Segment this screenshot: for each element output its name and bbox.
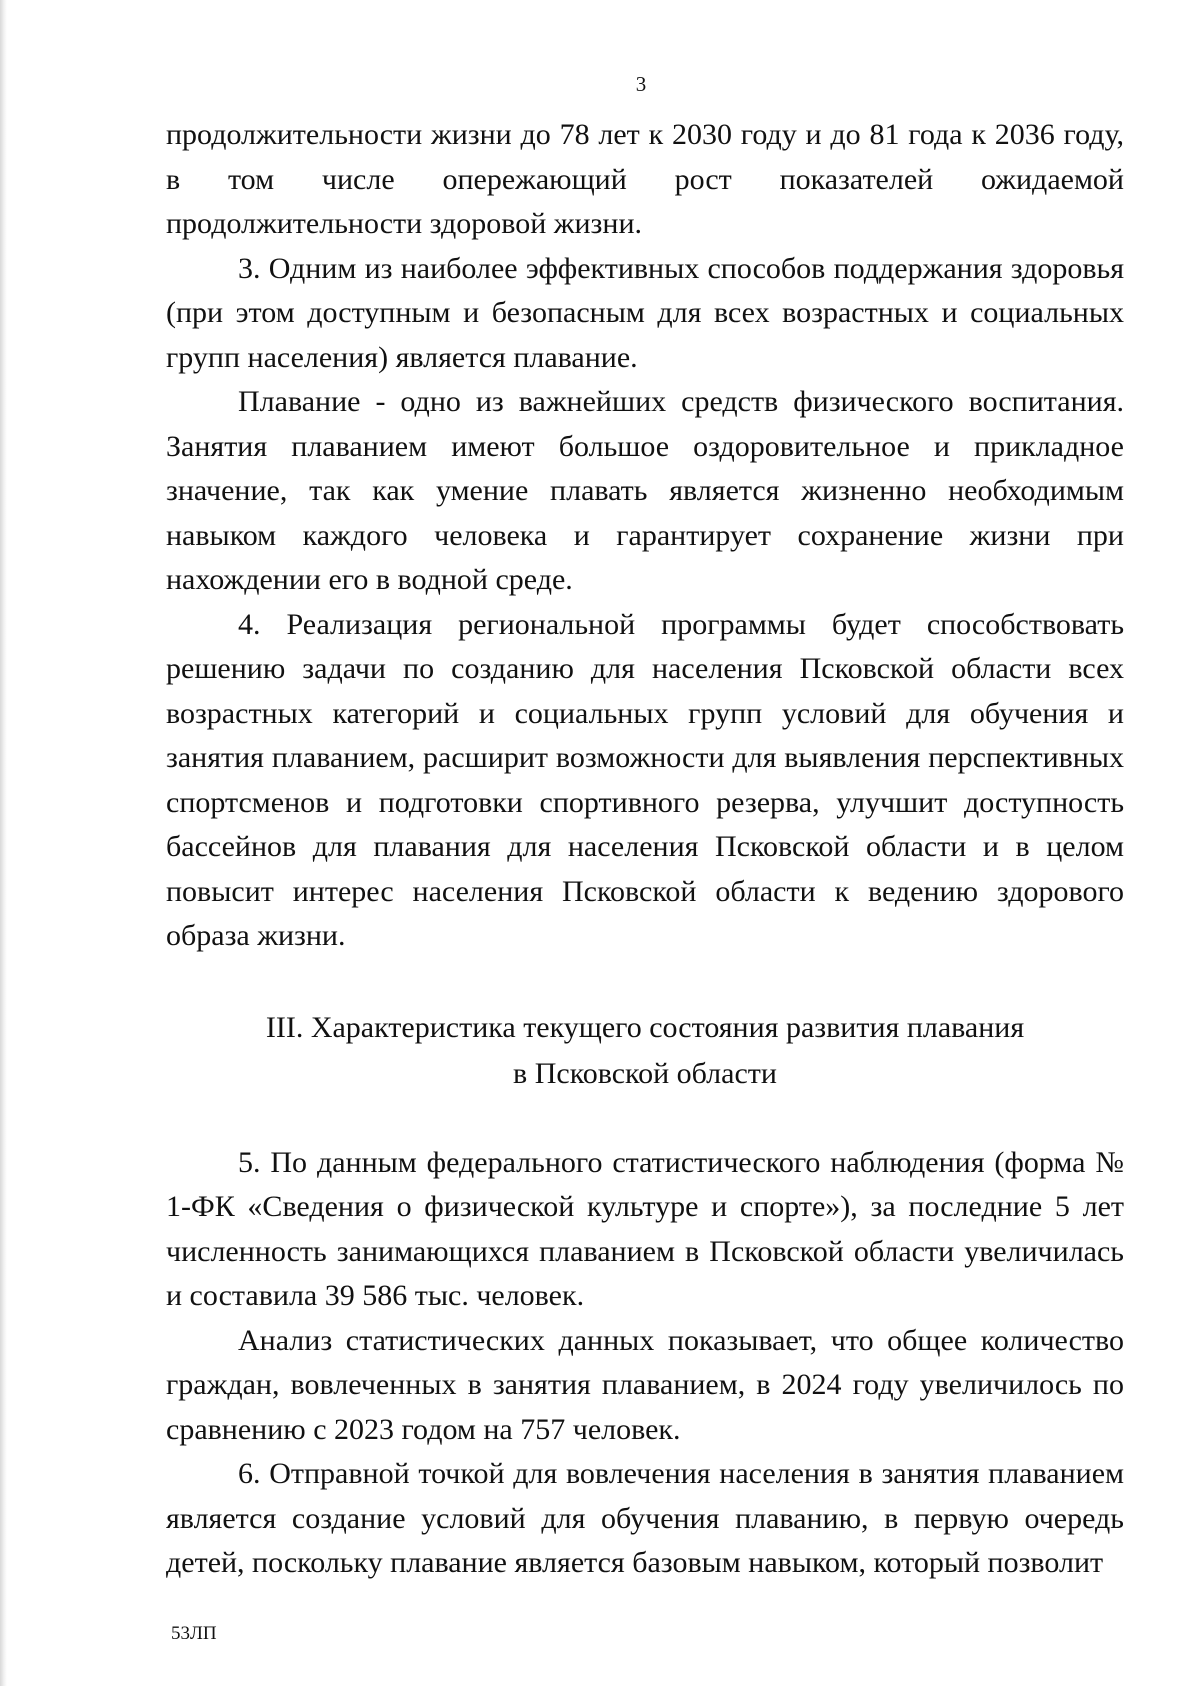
paragraph-5: 5. По данным федерального статистического наблюдения (форма № 1-ФК «Сведения о физической культуре и спорте»), за последние 5 лет численность занимающихся плаванием в Псковской области увеличилась и составила 39 586 тыс. человек. [166, 1145, 1124, 1312]
section-heading-line-2: в Псковской области [513, 1056, 777, 1090]
scan-edge [0, 0, 7, 1686]
paragraph-7: 6. Отправной точкой для вовлечения населения в занятия плаванием является создание условий для обучения плаванию, в первую очередь детей, поскольку плавание является базовым навыком, который позволит [166, 1457, 1124, 1579]
paragraph-1: продолжительности жизни до 78 лет к 2030 году и до 81 года к 2036 году, в том числе опережающий рост показателей ожидаемой продолжительности здоровой жизни. [166, 118, 1124, 240]
paragraph-6: Анализ статистических данных показывает, что общее количество граждан, вовлеченных в занятия плаванием, в 2024 году увеличилось по сравнению с 2023 годом на 757 человек. [166, 1323, 1124, 1446]
document-code: 53ЛП [171, 1623, 217, 1644]
paragraph-3: Плавание - одно из важнейших средств физического воспитания. Занятия плаванием имеют большое оздоровительное и прикладное значение, так как умение плавать является жизненно необходимым навыком каждого человека и гарантирует сохранение жизни при нахождении его в водной среде. [166, 385, 1124, 596]
paragraph-4: 4. Реализация региональной программы будет способствовать решению задачи по созданию для населения Псковской области всех возрастных категорий и социальных групп условий для обучения и занятия плаванием, расширит возможности для выявления перспективных спортсменов и подготовки спортивного резерва, улучшит доступность бассейнов для плавания для населения Псковской области и в целом повысит интерес населения Псковской области к ведению здорового образа жизни. [166, 607, 1124, 952]
section-heading-line-1: III. Характеристика текущего состояния развития плавания [265, 1010, 1025, 1044]
paragraph-2: 3. Одним из наиболее эффективных способов поддержания здоровья (при этом доступным и безопасным для всех возрастных и социальных групп населения) является плавание. [166, 251, 1124, 374]
section-heading [166, 1005, 1124, 1097]
page-number: 3 [635, 72, 647, 96]
document-body [166, 113, 1124, 1586]
